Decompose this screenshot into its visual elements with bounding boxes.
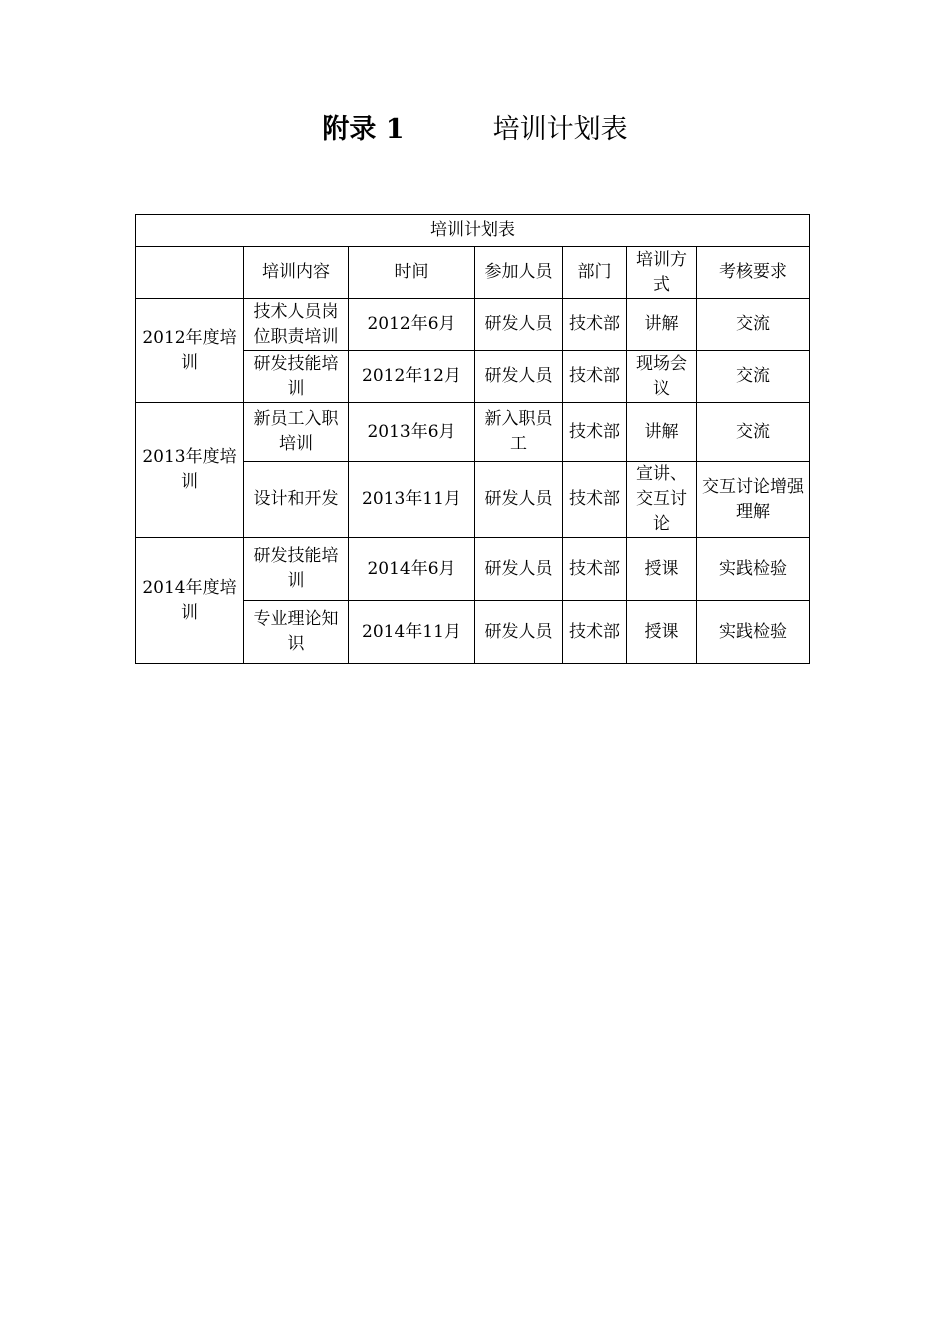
content-cell: 专业理论知识 [244,601,349,664]
participants-cell: 新入职员工 [475,403,563,462]
time-cell: 2012年6月 [349,299,475,351]
content-cell: 设计和开发 [244,462,349,538]
participants-cell: 研发人员 [475,538,563,601]
header-cell-method: 培训方式 [627,247,697,299]
time-cell: 2013年11月 [349,462,475,538]
department-cell: 技术部 [563,601,627,664]
time-cell: 2013年6月 [349,403,475,462]
participants-cell: 研发人员 [475,601,563,664]
department-cell: 技术部 [563,462,627,538]
table-row [136,299,810,351]
department-cell: 技术部 [563,403,627,462]
method-cell: 现场会议 [627,351,697,403]
header-cell-assessment: 考核要求 [697,247,810,299]
header-cell-participants: 参加人员 [475,247,563,299]
participants-cell: 研发人员 [475,299,563,351]
table-caption-row [136,215,810,247]
training-plan-table [135,214,810,664]
table-row [136,538,810,601]
assessment-cell: 实践检验 [697,538,810,601]
year-group-cell: 2014年度培训 [136,538,244,664]
method-cell: 讲解 [627,299,697,351]
content-cell: 研发技能培训 [244,538,349,601]
participants-cell: 研发人员 [475,462,563,538]
time-cell: 2012年12月 [349,351,475,403]
table-caption: 培训计划表 [136,215,810,247]
assessment-cell: 交互讨论增强理解 [697,462,810,538]
year-group-cell: 2012年度培训 [136,299,244,403]
method-cell: 讲解 [627,403,697,462]
participants-cell: 研发人员 [475,351,563,403]
table-header-row [136,247,810,299]
department-cell: 技术部 [563,351,627,403]
header-cell-year [136,247,244,299]
content-cell: 新员工入职培训 [244,403,349,462]
table-row [136,403,810,462]
time-cell: 2014年6月 [349,538,475,601]
assessment-cell: 交流 [697,403,810,462]
header-cell-content: 培训内容 [244,247,349,299]
page-title [0,108,950,152]
content-cell: 研发技能培训 [244,351,349,403]
header-cell-department: 部门 [563,247,627,299]
assessment-cell: 实践检验 [697,601,810,664]
department-cell: 技术部 [563,538,627,601]
department-cell: 技术部 [563,299,627,351]
time-cell: 2014年11月 [349,601,475,664]
method-cell: 授课 [627,601,697,664]
year-group-cell: 2013年度培训 [136,403,244,538]
assessment-cell: 交流 [697,351,810,403]
assessment-cell: 交流 [697,299,810,351]
appendix-label: 附录 1 [322,114,405,145]
method-cell: 宣讲、交互讨论 [627,462,697,538]
content-cell: 技术人员岗位职责培训 [244,299,349,351]
header-cell-time: 时间 [349,247,475,299]
method-cell: 授课 [627,538,697,601]
title-text: 培训计划表 [492,114,628,145]
